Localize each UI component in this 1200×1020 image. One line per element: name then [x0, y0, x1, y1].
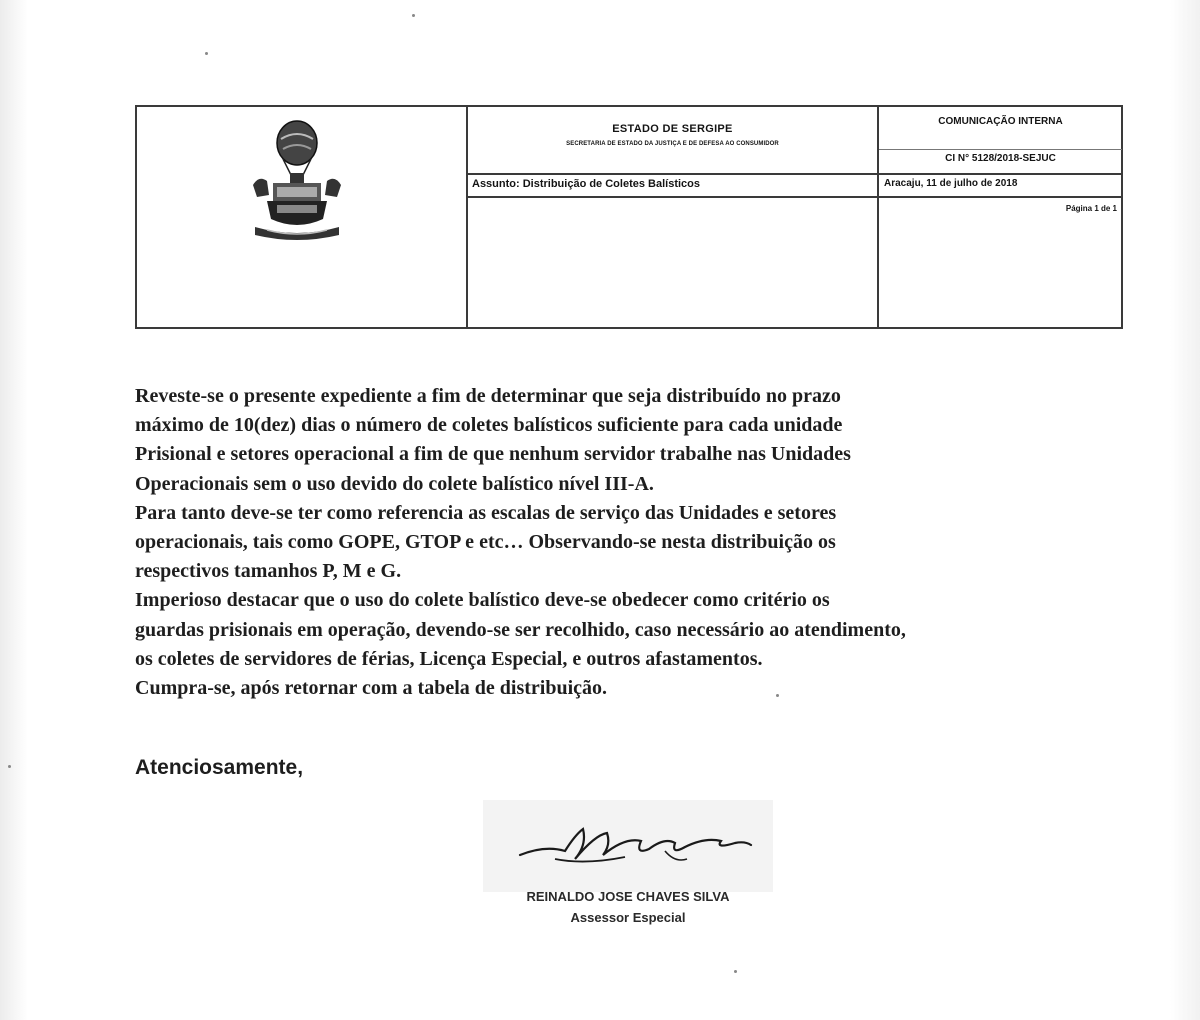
state-coat-of-arms-icon	[247, 115, 347, 245]
body-line: respectivos tamanhos P, M e G.	[135, 560, 402, 583]
body-line: Reveste-se o presente expediente a fim de determinar que seja distribuído no prazo	[135, 385, 841, 407]
body-line: os coletes de servidores de férias, Licença Especial, e outros afastamentos.	[135, 647, 763, 670]
table-divider	[466, 107, 468, 327]
body-line: operacionais, tais como GOPE, GTOP e etc… Observando-se nesta distribuição os	[135, 531, 836, 554]
body-line: máximo de 10(dez) dias o número de coletes balísticos suficiente para cada unidade	[135, 414, 843, 437]
document-number: CI N° 5128/2018-SEJUC	[945, 153, 1056, 164]
body-line: Para tanto deve-se ter como referencia as escalas de serviço das Unidades e setores	[135, 501, 837, 524]
scan-speck	[8, 765, 11, 768]
page-number: Página 1 de 1	[1065, 204, 1117, 213]
table-divider	[466, 196, 1122, 198]
header-table	[135, 105, 1123, 329]
emblem-cell	[137, 107, 466, 327]
scan-speck	[205, 52, 208, 55]
table-divider	[877, 107, 879, 327]
scan-speck	[412, 14, 415, 17]
body-text	[135, 382, 1135, 703]
handwritten-signature	[515, 815, 755, 875]
signer-role: Assessor Especial	[570, 910, 686, 925]
subject-line: Assunto: Distribuição de Coletes Balísticos	[472, 178, 700, 190]
signer-name: REINALDO JOSE CHAVES SILVA	[526, 889, 730, 904]
state-subtitle: SECRETARIA DE ESTADO DA JUSTIÇA E DE DEFESA AO CONSUMIDOR	[566, 141, 779, 147]
state-title: ESTADO DE SERGIPE	[612, 123, 733, 135]
body-line: Imperioso destacar que o uso do colete balístico deve-se obedecer como critério os	[135, 589, 830, 612]
table-divider	[466, 173, 1122, 175]
document-type: COMUNICAÇÃO INTERNA	[938, 116, 1063, 127]
body-line: Prisional e setores operacional a fim de que nenhum servidor trabalhe nas Unidades	[135, 443, 851, 466]
body-line: Operacionais sem o uso devido do colete balístico nível III-A.	[135, 472, 654, 495]
table-divider	[879, 149, 1122, 150]
scan-speck	[734, 970, 737, 973]
date-line: Aracaju, 11 de julho de 2018	[884, 178, 1018, 189]
body-line: guardas prisionais em operação, devendo-se ser recolhido, caso necessário ao atendimento,	[135, 618, 906, 641]
body-line: Cumpra-se, após retornar com a tabela de distribuição.	[135, 677, 608, 700]
scan-speck	[776, 694, 779, 697]
closing-greeting: Atenciosamente,	[135, 756, 304, 779]
